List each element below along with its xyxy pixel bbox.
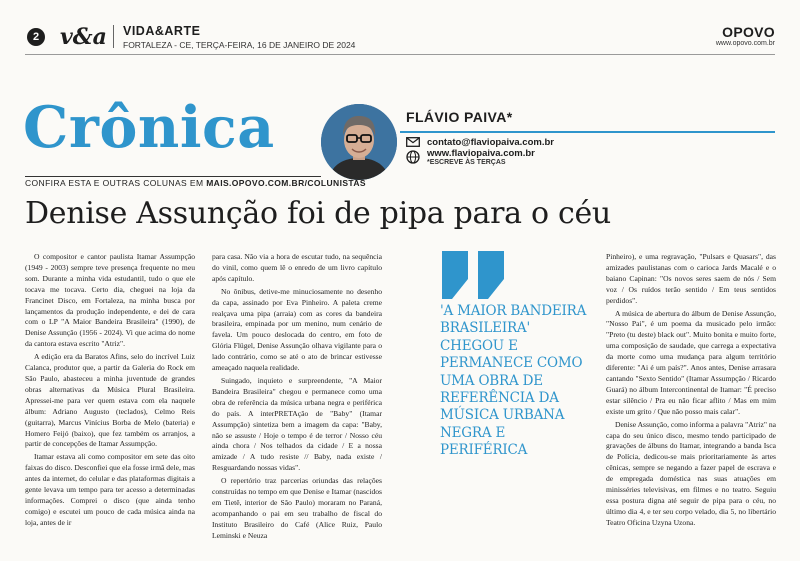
paragraph: Pinheiro), e uma regravação, "Pulsars e Quasars", das amizades paulistanas com o carioca Jards Macalé e o baiano Capinan: "Os novos seres saem de nós / Sem voz / Os ruídos terão sentido / Em teus sentidos perdidos". (606, 252, 776, 305)
quote-mark-icon (476, 249, 506, 301)
article-column-2 (212, 252, 382, 544)
brand-logo: OPOVO (722, 24, 775, 40)
author-photo (321, 104, 397, 180)
paragraph: O compositor e cantor paulista Itamar Assumpção (1949 - 2003) sempre teve presença frequente no meu som. Durante a minha vida estudantil, tudo o que ele tocava me tocava. Certo dia, cheguei na loja da Francinet Disco, em Fortaleza, na minha busca por lançamentos da produção independente, e dei de cara com o LP "A Maior Bandeira Brasileira" (1990), de Denise Assunção (1956 - 2024). Vi que acima do nome da cantora estava escrito "Atriz". (25, 252, 195, 349)
article-column-4 (606, 252, 776, 531)
section-name: VIDA&ARTE (123, 24, 201, 38)
paragraph: Itamar estava ali como compositor em sete das oito faixas do disco. Desconfiei que ela fosse irmã dele, mas antes da internet, do celular e das plataformas digitais a gente levava um tempo para ter acesso a determinadas informações. Comprei o disco (que ainda tenho comigo) e escutei um pouco de cada música ainda na loja, antes de ir (25, 452, 195, 527)
article-column-1 (25, 252, 195, 531)
columns-promo-text: CONFIRA ESTA E OUTRAS COLUNAS EM (25, 178, 207, 188)
paragraph: Denise Assunção, como informa a palavra "Atriz" na capa do seu único disco, mesmo tendo participado de gravações de álbuns do Itamar, integrando a banda Isca de Polícia, dedicou-se mais prioritariamente às artes cênicas, sempre se negando a fazer papel de escrava e de empregada doméstica nas suas atuações em minisséries televisivas, em filmes e no teatro. Seguiu essa postura digna até seguir de pipa para o céu, no último dia 4, e ter seu corpo velado, dia 5, no libertário Teatro Oficina Uzyna Uzona. (606, 419, 776, 527)
author-website-link[interactable]: www.flaviopaiva.com.br (427, 148, 535, 159)
columns-rule (25, 176, 321, 177)
dateline: FORTALEZA - CE, TERÇA-FEIRA, 16 DE JANEIRO DE 2024 (123, 40, 356, 50)
banner-accent-line (400, 131, 775, 133)
paragraph: A edição era da Baratos Afins, selo do incrível Luiz Calanca, produtor que, a partir da Galeria do Rock em São Paulo, abasteceu a minha juventude de grandes obras alternativas da Música Plural Brasileira. Apressei-me para ver quem estava com ela naquele álbum: Adriano Augusto (teclados), Celmo Reis (guitarra), Marcus Vinícius Borba de Melo (bateria) e Homero Feijó (baixo), que fez também os arranjos, a partir de concepções de Itamar Assumpção. (25, 352, 195, 449)
page-number: 2 (27, 28, 45, 46)
columns-promo (25, 178, 366, 188)
schedule-note: *ESCREVE ÀS TERÇAS (427, 159, 506, 166)
column-title: Crônica (23, 94, 275, 161)
quote-mark-icon (440, 249, 470, 301)
globe-icon (406, 150, 420, 164)
article-headline: Denise Assunção foi de pipa para o céu (25, 196, 611, 231)
author-name: FLÁVIO PAIVA* (406, 109, 513, 125)
header-rule (25, 54, 775, 55)
paragraph: para casa. Não via a hora de escutar tudo, na sequência do vinil, como quem lê o enredo de um livro capítulo após capítulo. (212, 252, 382, 283)
paragraph: A música de abertura do álbum de Denise Assunção, "Nosso Pai", é um poema da musicado pelo irmão: "Preto (tu deste) black out". Muito bonita e muito forte, uma composição de saudade, que carrega a expectativa da morte como uma mudança para algum território diferente: "Ai é um país?". Anos antes, Denise arrasara cantando "Sexto Sentido" (Itamar Assumpção / Ricardo Guará) no álbum Intercontinental de Itamar: "É preciso estar silêncio / Pra eu não ficar aflito / Mas em mim existe um grito / Que não posso mais calar". (606, 308, 776, 416)
columns-url-link[interactable]: MAIS.OPOVO.COM.BR/COLUNISTAS (206, 178, 366, 188)
section-logo: v&a (60, 24, 107, 50)
brand-url[interactable]: www.opovo.com.br (715, 40, 775, 47)
paragraph: O repertório traz parcerias oriundas das relações construídas no tempo em que Denise e Itamar (nascidos em Tietê, interior de São Paulo) moraram no Paraná, acompanhando o pai em seu trabalho de fiscal do Instituto Brasileiro do Café (Alice Ruiz, Paulo Leminski e Neuza (212, 476, 382, 540)
mail-icon (406, 137, 420, 147)
author-email-link[interactable]: contato@flaviopaiva.com.br (427, 137, 554, 148)
pull-quote: 'A MAIOR BANDEIRA BRASILEIRA' CHEGOU E PERMANECE COMO UMA OBRA DE REFERÊNCIA DA MÚSICA URBANA NEGRA E PERIFÉRICA (440, 303, 587, 459)
header-divider (113, 25, 114, 48)
paragraph: No ônibus, detive-me minuciosamente no desenho da capa, assinado por Eva Pinheiro. A paleta creme realçava uma pipa (arraia) com as cores da bandeira brasileira, empinada por um menino, num cenário de favela. Um pouco deslocada do centro, em foto de Glória Flügel, Denise Assunção olhava vigilante para o lado contrário, como se até o ato de brincar estivesse ameaçado naquela realidade. (212, 286, 382, 373)
paragraph: Suingado, inquieto e surpreendente, "A Maior Bandeira Brasileira" chegou e permanece como uma obra de referência da música urbana negra e periférica do país. A interPRETAção de "Baby" (Itamar Assumpção) sintetiza bem a imagem da capa: "Baby, não se assuste / Hoje o tempo é de terror / Nosso céu ainda chora / Nos telhados da cidade / E a nossa amizade / A tudo resiste // Baby, nada existe / Resguardando nossas vidas". (212, 375, 382, 473)
